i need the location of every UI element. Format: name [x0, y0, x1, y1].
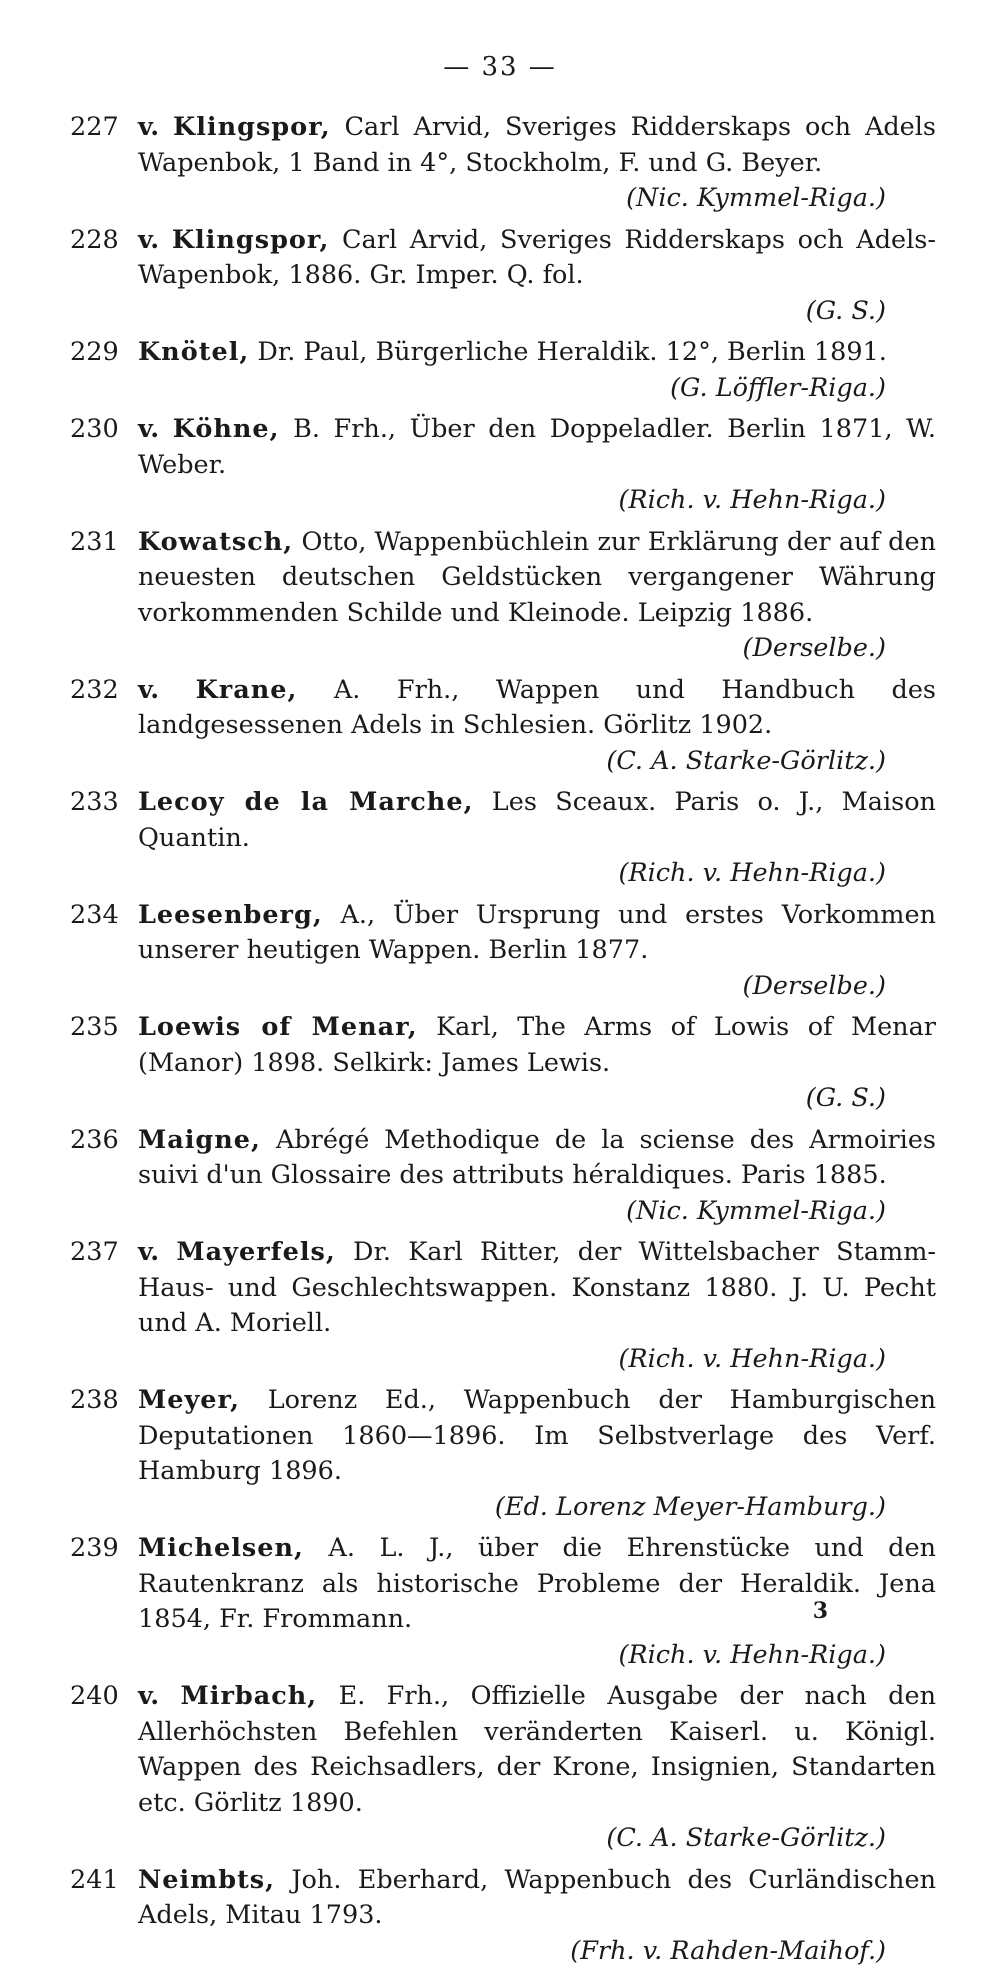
- printer-signature-mark: 3: [812, 1598, 828, 1624]
- entry-source: (Rich. v. Hehn-Riga.): [618, 1639, 886, 1670]
- entry-text: B. Frh., Über den Doppeladler. Berlin 1871, W. Weber.: [138, 414, 936, 480]
- entry-number: 237: [70, 1237, 119, 1267]
- entry-text: Dr. Paul, Bürgerliche Heraldik. 12°, Berlin 1891.: [257, 337, 887, 367]
- entry-author: Mirbach,: [180, 1681, 318, 1711]
- bibliography-entry-240: [70, 1679, 936, 1857]
- entry-text: Otto, Wappenbüchlein zur Erklärung der auf den neuesten deutschen Geldstücken vergangener Währung vorkommenden Schilde und Kleinode. Leipzig 1886.: [138, 526, 937, 628]
- entry-author: Leesenberg,: [138, 899, 323, 930]
- entry-number: 239: [70, 1533, 119, 1563]
- entry-source: (Frh. v. Rahden-Maihof.): [570, 1935, 886, 1966]
- entry-author: Krane,: [195, 674, 298, 705]
- entry-prefix: v.: [138, 414, 160, 444]
- entry-text: E. Frh., Offizielle Ausgabe der nach den Allerhöchsten Befehlen veränderten Kaiserl. u. Königl. Wappen des Reichsadlers, der Krone, Insignien, Standarten etc. Görlitz 1890.: [138, 1681, 936, 1818]
- entry-number: 234: [70, 899, 119, 930]
- entry-source: (G. Löffler-Riga.): [670, 372, 886, 403]
- entry-number: 229: [70, 337, 119, 367]
- bibliography-entry-232: [70, 673, 936, 780]
- entry-prefix: v.: [138, 674, 160, 705]
- entry-source: (Rich. v. Hehn-Riga.): [618, 485, 886, 515]
- entry-text: Les Sceaux. Paris o. J., Maison Quantin.: [138, 787, 936, 853]
- entry-prefix: v.: [138, 112, 160, 142]
- bibliography-entry-230: [70, 412, 936, 519]
- entry-author: Neimbts,: [138, 1864, 276, 1895]
- entry-author: Lecoy de la Marche,: [138, 787, 474, 817]
- bibliography-entry-234: [70, 898, 936, 1005]
- entry-source: (C. A. Starke-Görlitz.): [606, 1823, 886, 1853]
- entry-author: Michelsen,: [138, 1533, 304, 1563]
- entry-source: (G. S.): [805, 295, 886, 326]
- entry-text: A. L. J., über die Ehrenstücke und den Rautenkranz als historische Probleme der Heraldik. Jena 1854, Fr. Frommann.: [138, 1533, 937, 1634]
- entry-text: A., Über Ursprung und erstes Vorkommen unserer heutigen Wappen. Berlin 1877.: [138, 899, 936, 965]
- entry-text: Abrégé Methodique de la sciense des Armoiries suivi d'un Glossaire des attributs héraldiques. Paris 1885.: [138, 1124, 936, 1190]
- entry-author: Klingspor,: [171, 224, 330, 255]
- page-number: — 33 —: [443, 52, 557, 82]
- entry-number: 236: [70, 1124, 119, 1155]
- entry-number: 231: [70, 526, 119, 557]
- entry-text: Carl Arvid, Sveriges Ridderskaps och Adels-Wapenbok, 1886. Gr. Imper. Q. fol.: [138, 224, 936, 290]
- entry-author: Mayerfels,: [176, 1237, 336, 1267]
- bibliography-entry-236: [70, 1123, 936, 1230]
- bibliography-entry-239: [70, 1531, 936, 1673]
- entry-source: (Rich. v. Hehn-Riga.): [618, 858, 886, 888]
- entry-author: Kowatsch,: [138, 526, 294, 557]
- entry-text: Carl Arvid, Sveriges Ridderskaps och Adels Wapenbok, 1 Band in 4°, Stockholm, F. und G. Beyer.: [138, 112, 937, 178]
- entry-number: 240: [70, 1681, 119, 1711]
- entry-number: 238: [70, 1385, 119, 1415]
- entry-text: Joh. Eberhard, Wappenbuch des Curländischen Adels, Mitau 1793.: [138, 1864, 936, 1930]
- bibliography-entry-231: [70, 525, 936, 667]
- entry-text: Lorenz Ed., Wappenbuch der Hamburgischen Deputationen 1860—1896. Im Selbstverlage des Verf. Hamburg 1896.: [138, 1385, 937, 1486]
- entry-author: Loewis of Menar,: [138, 1012, 418, 1042]
- entry-author: Maigne,: [138, 1124, 261, 1155]
- entry-source: (Derselbe.): [742, 633, 886, 663]
- bibliography-entry-227: [70, 110, 936, 217]
- entry-author: Klingspor,: [173, 112, 331, 142]
- bibliography-entry-233: [70, 785, 936, 892]
- entry-number: 232: [70, 674, 119, 705]
- entry-number: 230: [70, 414, 119, 444]
- entry-source: (G. S.): [805, 1083, 886, 1113]
- entry-prefix: v.: [138, 224, 160, 255]
- entry-prefix: v.: [138, 1237, 160, 1267]
- entry-source: (Derselbe.): [742, 970, 886, 1001]
- entry-author: Meyer,: [138, 1385, 240, 1415]
- bibliography-entry-237: [70, 1235, 936, 1377]
- entry-number: 228: [70, 224, 119, 255]
- entry-number: 235: [70, 1012, 119, 1042]
- entry-source: (C. A. Starke-Görlitz.): [606, 745, 886, 776]
- bibliography-entry-241: [70, 1863, 936, 1970]
- bibliography-entry-235: [70, 1010, 936, 1117]
- entry-prefix: v.: [138, 1681, 160, 1711]
- entry-number: 233: [70, 787, 119, 817]
- entry-text: A. Frh., Wappen und Handbuch des landgesessenen Adels in Schlesien. Görlitz 1902.: [138, 674, 936, 740]
- entry-text: Dr. Karl Ritter, der Wittelsbacher Stamm-Haus- und Geschlechtswappen. Konstanz 1880. J. U. Pecht und A. Moriell.: [138, 1237, 937, 1338]
- entry-source: (Rich. v. Hehn-Riga.): [618, 1343, 886, 1374]
- entry-source: (Ed. Lorenz Meyer-Hamburg.): [494, 1491, 886, 1522]
- entry-number: 227: [70, 112, 119, 142]
- entry-author: Knötel,: [138, 337, 250, 367]
- bibliography-entry-238: [70, 1383, 936, 1525]
- bibliography-entry-228: [70, 223, 936, 330]
- entry-author: Köhne,: [172, 414, 280, 444]
- entry-number: 241: [70, 1864, 119, 1895]
- entry-source: (Nic. Kymmel-Riga.): [626, 183, 886, 213]
- bibliography-entry-229: [70, 335, 936, 406]
- entry-text: Karl, The Arms of Lowis of Menar (Manor) 1898. Selkirk: James Lewis.: [138, 1012, 936, 1078]
- entry-source: (Nic. Kymmel-Riga.): [626, 1195, 886, 1226]
- bibliography-list: [70, 110, 936, 1975]
